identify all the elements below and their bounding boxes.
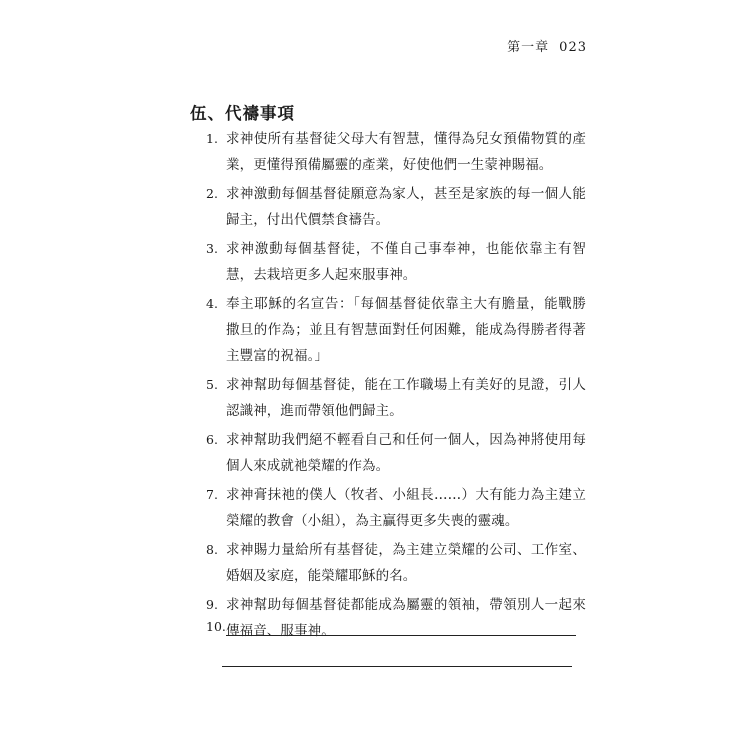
item-text: 求神幫助每個基督徒都能成為屬靈的領袖，帶領別人一起來傳福音、服事神。 [226,597,586,639]
list-item [206,236,586,288]
blank-item-10 [206,618,576,636]
item-number: 7. [206,487,218,502]
running-header [507,36,587,55]
item-text: 求神賜力量給所有基督徒，為主建立榮耀的公司、工作室、婚姻及家庭，能榮耀耶穌的名。 [226,542,586,584]
item-text: 求神激動每個基督徒，不僅自己事奉神，也能依靠主有智慧，去栽培更多人起來服事神。 [226,241,586,283]
list-item [206,181,586,233]
item-text: 求神幫助我們絕不輕看自己和任何一個人，因為神將使用每個人來成就祂榮耀的作為。 [226,432,586,474]
item-number: 4. [206,296,218,311]
list-item [206,291,586,369]
list-item [206,126,586,178]
item-number: 2. [206,186,218,201]
chapter-label: 第一章 [507,40,550,55]
fill-in-line [226,621,576,636]
item-text: 求神膏抹祂的僕人（牧者、小組長……）大有能力為主建立榮耀的教會（小組），為主贏得更多失喪的靈魂。 [226,487,586,529]
page-number: 023 [559,40,587,55]
list-item [206,482,586,534]
item-number: 9. [206,597,218,612]
item-text: 求神幫助每個基督徒，能在工作職場上有美好的見證，引人認識神，進而帶領他們歸主。 [226,377,586,419]
item-text: 奉主耶穌的名宣告：「每個基督徒依靠主大有膽量，能戰勝撒旦的作為；並且有智慧面對任何困難，能成為得勝者得著主豐富的祝福。」 [226,296,586,364]
item-text: 求神激動每個基督徒願意為家人，甚至是家族的每一個人能歸主，付出代價禁食禱告。 [226,186,586,228]
list-item [206,537,586,589]
item-number: 6. [206,432,218,447]
item-number: 10. [206,619,226,634]
fill-in-line [222,666,572,667]
item-number: 8. [206,542,218,557]
item-number: 5. [206,377,218,392]
item-number: 3. [206,241,218,256]
list-item [206,427,586,479]
list-item [206,372,586,424]
item-text: 求神使所有基督徒父母大有智慧，懂得為兒女預備物質的產業，更懂得預備屬靈的產業，好使他們一生蒙神賜福。 [226,131,586,173]
prayer-items-list [206,126,586,647]
section-title: 伍、代禱事項 [190,104,295,123]
item-number: 1. [206,131,218,146]
